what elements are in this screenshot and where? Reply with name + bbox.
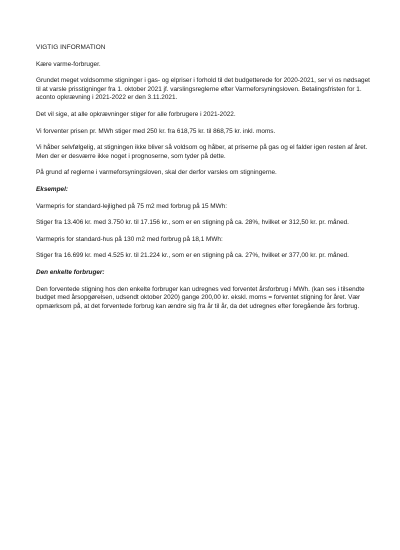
letter-document	[36, 44, 372, 319]
example-apartment-title: Varmepris for standard-lejlighed på 75 m2 med forbrug på 15 MWh:	[36, 202, 227, 210]
example-apartment-text: Stiger fra 13.406 kr. med 3.750 kr. til 17.156 kr., som er en stigning på ca. 28%, hvilket er 312,50 kr. pr. måned.	[36, 219, 349, 227]
paragraph-price-warning: Grundet meget voldsomme stigninger i gas- og elpriser i forhold til det budgetterede for 2020-2021, ser vi os nødsaget til at varsle prisstigninger fra 1. oktober 2021 jf. varslingsreglerne efter Varmeforsyningsloven. Betalingsfristen for 1. aconto opkrævning i 2021-2022 er den 3.11.2021.	[36, 77, 370, 102]
paragraph-hope: Vi håber selvfølgelig, at stigningen ikke bliver så voldsom og håber, at priserne på gas og el falder igen resten af året. Men der er desværre ikke noget i prognoserne, som tyder på dette.	[36, 144, 368, 160]
individual-heading: Den enkelte forbruger:	[36, 268, 105, 276]
document-heading: VIGTIG INFORMATION	[36, 44, 106, 51]
paragraph-all-charges-rise: Det vil sige, at alle opkrævninger stiger for alle forbrugere i 2021-2022.	[36, 110, 236, 118]
paragraph-regulation: På grund af reglerne i varmeforsyningsloven, skal der derfor varsles om stigningerne.	[36, 169, 277, 177]
example-heading: Eksempel:	[36, 185, 68, 193]
paragraph-price-per-mwh: Vi forventer prisen pr. MWh stiger med 250 kr. fra 618,75 kr. til 868,75 kr. inkl. moms.	[36, 127, 276, 135]
individual-text: Den forventede stigning hos den enkelte forbruger kan udregnes ved forventet årsforbrug i MWh. (kan ses i tilsendte budget med årsopgørelsen, udsendt oktober 2020) gange 200,00 kr. ekskl. moms = forventet stigning for året. Vær opmærksom på, at det forventede forbrug kan ændre sig fra år til år, da det udregnes efter foregående års forbrug.	[36, 285, 365, 310]
example-house-title: Varmepris for standard-hus på 130 m2 med forbrug på 18,1 MWh:	[36, 235, 223, 243]
example-house-text: Stiger fra 16.699 kr. med 4.525 kr. til 21.224 kr., som er en stigning på ca. 27%, hvilket er 377,00 kr. pr. måned.	[36, 252, 349, 260]
greeting: Kære varme-forbruger.	[36, 60, 101, 68]
